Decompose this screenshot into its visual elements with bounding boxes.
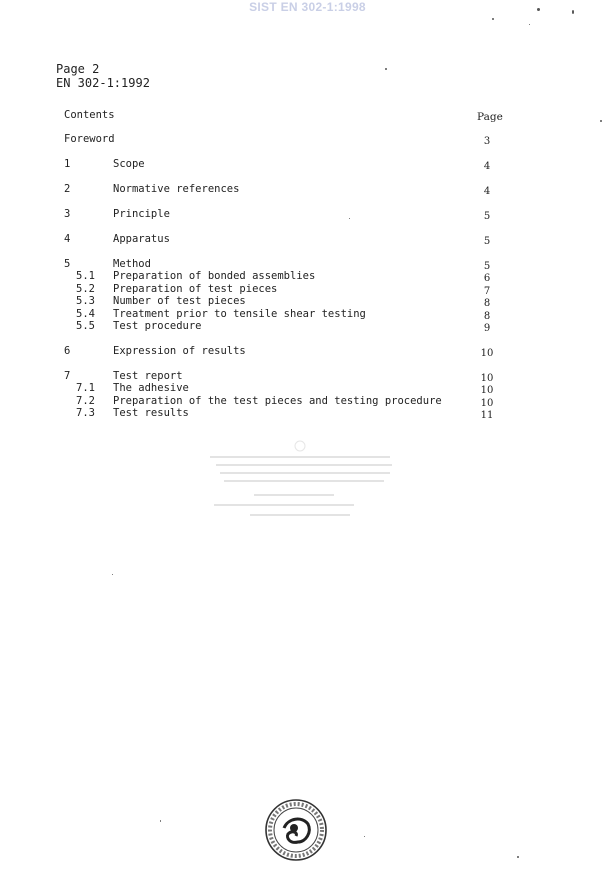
scan-speck	[600, 120, 602, 122]
scan-speck	[385, 68, 387, 70]
toc-entry-label: Number of test pieces	[113, 295, 246, 307]
toc-entry-page: 7	[483, 286, 491, 297]
toc-entry-label: The adhesive	[113, 382, 189, 394]
toc-entry-number: 5.1	[76, 270, 95, 282]
faint-bleed-through-text	[210, 440, 400, 530]
toc-entry-number: 5.4	[76, 308, 95, 320]
toc-entry-number: 5.5	[76, 320, 95, 332]
toc-entry-number: 7.1	[76, 382, 95, 394]
toc-entry-number: 2	[64, 183, 71, 195]
toc-entry	[0, 270, 615, 283]
toc-entry	[0, 382, 615, 395]
toc-entry	[0, 158, 615, 171]
toc-entry-number: 6	[64, 345, 71, 357]
toc-entry-number: 5	[64, 258, 71, 270]
scan-speck	[517, 856, 519, 858]
toc-entry	[0, 133, 615, 146]
scan-speck	[364, 836, 365, 837]
toc-entry-label: Apparatus	[113, 233, 170, 245]
toc-entry-page: 10	[480, 348, 494, 359]
toc-entry-label: Preparation of the test pieces and testing procedure	[113, 395, 442, 407]
toc-entry-number: 5.2	[76, 283, 95, 295]
page-number-label: Page 2	[56, 62, 100, 76]
scan-speck	[537, 8, 540, 11]
scan-speck	[529, 24, 530, 25]
toc-entry-number: 4	[64, 233, 71, 245]
toc-entry-page: 9	[483, 323, 491, 334]
toc-entry-label: Method	[113, 258, 151, 270]
toc-entry-label: Principle	[113, 208, 170, 220]
scan-speck	[349, 218, 350, 219]
scan-speck	[160, 820, 161, 822]
toc-entry-number: 7	[64, 370, 71, 382]
toc-entry-number: 5.3	[76, 295, 95, 307]
toc-entry-number: 3	[64, 208, 71, 220]
toc-entry	[0, 295, 615, 308]
toc-entry-page: 10	[480, 385, 494, 396]
toc-entry-page: 4	[483, 186, 491, 197]
toc-entry-page: 8	[483, 311, 491, 322]
toc-entry-label: Test results	[113, 407, 189, 419]
toc-entry-label: Preparation of test pieces	[113, 283, 278, 295]
official-seal-stamp-icon	[264, 798, 328, 862]
toc-entry	[0, 407, 615, 420]
toc-entry-label: Test procedure	[113, 320, 202, 332]
toc-entry-label: Treatment prior to tensile shear testing	[113, 308, 366, 320]
toc-entry	[0, 208, 615, 221]
toc-entry-number: 1	[64, 158, 71, 170]
toc-entry-label: Scope	[113, 158, 145, 170]
page-column-heading: Page	[477, 111, 503, 123]
scan-speck	[492, 18, 494, 20]
toc-entry-label: Test report	[113, 370, 183, 382]
toc-entry-page: 5	[483, 211, 491, 222]
toc-entry-page: 10	[480, 373, 494, 384]
scan-speck	[572, 10, 574, 14]
toc-entry-label: Normative references	[113, 183, 240, 195]
contents-heading: Contents	[64, 109, 115, 121]
toc-entry	[0, 345, 615, 358]
toc-entry	[0, 320, 615, 333]
toc-entry-page: 5	[483, 236, 491, 247]
toc-entry	[0, 233, 615, 246]
toc-entry-label: Expression of results	[113, 345, 246, 357]
toc-entry-number: 7.3	[76, 407, 95, 419]
toc-entry-page: 8	[483, 298, 491, 309]
toc-entry-page: 10	[480, 398, 494, 409]
toc-entry	[0, 183, 615, 196]
toc-entry-page: 4	[483, 161, 491, 172]
document-id: EN 302-1:1992	[56, 76, 150, 90]
toc-entry-page: 6	[483, 273, 491, 284]
toc-entry-number: 7.2	[76, 395, 95, 407]
toc-entry-page: 3	[483, 136, 491, 147]
toc-entry-page: 11	[480, 410, 494, 421]
watermark: SIST EN 302-1:1998	[249, 0, 366, 14]
toc-entry-label: Preparation of bonded assemblies	[113, 270, 316, 282]
toc-entry-label: Foreword	[64, 133, 115, 145]
toc-entry-page: 5	[483, 261, 491, 272]
scan-speck	[112, 574, 113, 575]
